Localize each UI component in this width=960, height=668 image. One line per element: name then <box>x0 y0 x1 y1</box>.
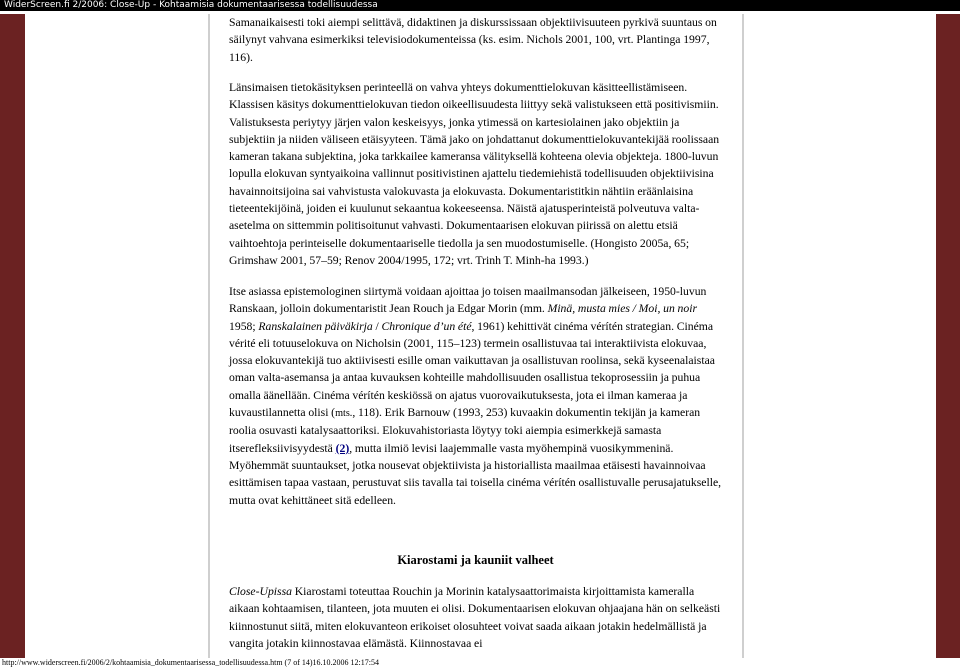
film-title-ranskalainen: Ranskalainen päiväkirja <box>258 319 373 333</box>
paragraph-3-intro: Itse asiassa epistemologinen siirtymä voidaan ajoittaa jo toisen maailmansodan jälkeiseen, 1950-luvun Ranskaan, jolloin dokumentaristit Jean Rouch ja Edgar Morin (mm. <box>229 285 707 316</box>
film-title-moi-un-noir: Minä, musta mies / Moi, un noir <box>547 302 698 316</box>
left-sidebar-band <box>0 14 25 658</box>
print-footer-url: http://www.widerscreen.fi/2006/2/kohtaamisia_dokumentaarisessa_todellisuudessa.htm (7 of 14)16.10.2006 12:17:54 <box>2 658 379 667</box>
paragraph-3-ending: , mutta ilmiö levisi laajemmalle vasta myöhempinä vuosikymmeninä. Myöhemmät suuntaukset, jotka nousevat objektiivista ja historiallista maailmaa etäisesti havainnoivaa esittämisen tapaa vastaan, perustuvat siis tavalla tai toisella cinéma vérítén osallistuvalle perusajatukselle, mutta ovat kehittäneet sitä edelleen. <box>229 441 722 507</box>
paragraph-1 <box>229 14 723 66</box>
right-sidebar-band <box>936 14 960 658</box>
paragraph-1-text: Samanaikaisesti toki aiempi selittävä, didaktinen ja diskurssissaan objektiivisuuteen pyrkivä suuntaus on säilynyt vahvana esimerkiksi televisiodokumenteissa (ks. esim. Nichols 2001, 100, vrt. Plantinga 1997, 116). <box>229 16 717 64</box>
film-title-chronique: Chronique d’un été <box>381 319 472 333</box>
paragraph-4-text: Kiarostami toteuttaa Rouchin ja Morinin katalysaattorimaista kirjoittamista kameralla aikaan kohtaamisen, tilanteen, jota muuten ei olisi. Dokumentaarisen elokuvan ohjaajana hän on selkeästi kiinnostunut siitä, miten elokuvanteon erikoiset olosuhteet voivat saada aikaan jotakin hedelmällistä ja vangita jotakin kiinnostavaa elämästä. Kiinnostavaa ei <box>229 585 721 650</box>
paragraph-3-body-2: , 118). Erik Barnouw (1993, 253) kuvaakin dokumentin tekijän ja kameran roolia osuvasti katalysaattoriksi. Elokuvahistoriasta löytyy toki aiempia esimerkkejä samasta itserefleksiivisyydestä <box>229 406 701 455</box>
paragraph-3-mts: mts. <box>335 408 353 420</box>
paragraph-3-sep1: 1958; <box>229 319 259 333</box>
film-title-close-up: Close-Upissa <box>229 585 292 598</box>
paragraph-3 <box>229 283 723 509</box>
footnote-link-2[interactable]: (2) <box>335 441 350 455</box>
paragraph-3-body: , 1961) kehittivät cinéma vérítén strategian. Cinéma vérité eli totuuselokuva on Nicholsin (2001, 115–123) termein osallistuvaa tai interaktiivista elokuvaa, jossa elokuvantekijä tuo aktiivisesti esille oman vaikuttavan ja osallistuvan roolinsa, sekä kyseenalaistaa oman valta-asemansa ja antaa kuvauksen kohteille mahdollisuuden osallistua tekoprosessiin ja puhua omalla äänellään. Cinéma vérítén keskiössä on ajatus vuorovaikutuksesta, jota ei ilman kameraa ja kuvaustilannetta olisi ( <box>229 319 715 420</box>
paragraph-2-text: Länsimaisen tietokäsityksen perinteellä on vahva yhteys dokumenttielokuvan käsitteellistämiseen. Klassisen käsitys dokumenttielokuvan tiedon oikeellisuudesta liittyy sekä valistukseen että positivismiin. Valistuksesta periytyy järjen valon keskeisyys, jonka ytimessä on kartesiolainen jako objektiin ja subjektiin ja niiden väliseen etäisyyteen. Tämä jako on johdattanut dokumenttielokuvantekijää roolissaan kameran takana subjektina, joka tarkkailee kameransa välityksellä kohteena olevia objekteja. 1800-luvun lopulla elokuvan syntyaikoina vallinnut positivistinen ajattelu tiedemiehistä todellisuuden objektiivisina havainnoitsijoina sai vahvistusta valokuvasta ja elokuvasta. Dokumentaristitkin nähtiin eräänlaisina tieteentekijöinä, joiden ei kuulunut sekaantua kokeeseensa. Näistä ajatusperinteistä polveutuva valta-asetelma on sittemmin politisoitunut vahvasti. Dokumentaarisen elokuvan piirissä on alettu etsiä vaihtoehtoja perinteiselle dokumentaariselle tiedolla ja sen muodostumiselle. (Hongisto 2005a, 65; Grimshaw 2001, 57–59; Renov 2004/1995, 172; vrt. Trinh T. Minh-ha 1993.) <box>229 81 720 267</box>
print-header <box>0 0 960 11</box>
section-heading: Kiarostami ja kauniit valheet <box>397 553 554 567</box>
right-column-divider <box>742 14 744 658</box>
left-column-divider <box>208 14 210 658</box>
print-header-title: WiderScreen.fi 2/2006: Close-Up - Kohtaamisia dokumentaarisessa todellisuudessa <box>4 0 378 10</box>
paragraph-3-sep2: / <box>372 319 382 333</box>
paragraph-4 <box>229 583 723 652</box>
paragraph-2 <box>229 79 723 269</box>
